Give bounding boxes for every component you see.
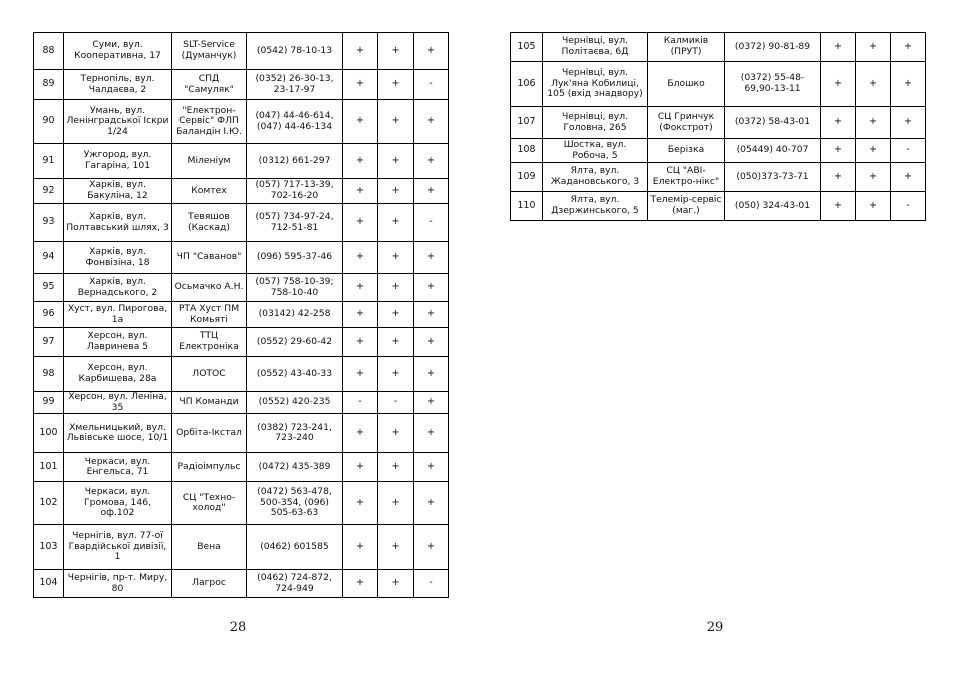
phone-cell: (050)373-73-71 (725, 163, 821, 192)
row-number: 103 (34, 525, 64, 570)
row-number: 106 (511, 62, 543, 107)
mark-cell: + (414, 100, 449, 144)
table-row (34, 179, 449, 204)
row-number: 102 (34, 482, 64, 525)
phone-cell: (0372) 90-81-89 (725, 33, 821, 62)
mark-cell: + (821, 139, 856, 163)
address-cell: Ужгород, вул. Гагаріна, 101 (64, 144, 172, 179)
address-cell: Харків, вул. Вернадського, 2 (64, 274, 172, 302)
mark-cell: + (414, 392, 449, 414)
mark-cell: + (414, 525, 449, 570)
mark-cell: - (378, 392, 414, 414)
mark-cell: + (343, 242, 378, 274)
address-cell: Чернівці, вул. Політаєва, 6Д (543, 33, 648, 62)
mark-cell: + (343, 453, 378, 482)
row-number: 91 (34, 144, 64, 179)
mark-cell: - (343, 392, 378, 414)
company-cell: ЧП "Саванов" (172, 242, 247, 274)
mark-cell: + (378, 302, 414, 328)
mark-cell: + (891, 33, 926, 62)
phone-cell: (0552) 420-235 (247, 392, 343, 414)
table-row (34, 274, 449, 302)
table-row (34, 100, 449, 144)
address-cell: Херсон, вул. Леніна, 35 (64, 392, 172, 414)
mark-cell: - (414, 204, 449, 242)
company-cell: Калмиків (ПРУТ) (648, 33, 725, 62)
row-number: 99 (34, 392, 64, 414)
company-cell: Лагрос (172, 570, 247, 598)
table-row (511, 33, 926, 62)
company-cell: ЛОТОС (172, 357, 247, 392)
phone-cell: (05449) 40-707 (725, 139, 821, 163)
row-number: 88 (34, 33, 64, 70)
mark-cell: + (343, 100, 378, 144)
address-cell: Херсон, вул. Лавринева 5 (64, 328, 172, 357)
table-row (34, 242, 449, 274)
mark-cell: + (378, 570, 414, 598)
phone-cell: (0552) 43-40-33 (247, 357, 343, 392)
address-cell: Хуст, вул. Пирогова, 1а (64, 302, 172, 328)
row-number: 92 (34, 179, 64, 204)
phone-cell: (0372) 55-48-69,90-13-11 (725, 62, 821, 107)
row-number: 110 (511, 192, 543, 221)
mark-cell: + (343, 204, 378, 242)
mark-cell: + (343, 357, 378, 392)
company-cell: ТТЦ Електроніка (172, 328, 247, 357)
phone-cell: (050) 324-43-01 (725, 192, 821, 221)
address-cell: Хмельницький, вул. Львівське шосе, 10/1 (64, 414, 172, 453)
company-cell: "Електрон-Сервіс" ФЛП Баландін І.Ю. (172, 100, 247, 144)
table-row (34, 482, 449, 525)
mark-cell: + (856, 163, 891, 192)
mark-cell: + (414, 144, 449, 179)
phone-cell: (057) 758-10-39; 758-10-40 (247, 274, 343, 302)
mark-cell: + (378, 274, 414, 302)
phone-cell: (0472) 563-478, 500-354, (096) 505-63-63 (247, 482, 343, 525)
phone-cell: (0542) 78-10-13 (247, 33, 343, 70)
right-page (510, 32, 925, 221)
company-cell: Радіоімпульс (172, 453, 247, 482)
address-cell: Ялта, вул. Жадановського, 3 (543, 163, 648, 192)
mark-cell: + (821, 107, 856, 139)
address-cell: Чернігів, пр-т. Миру, 80 (64, 570, 172, 598)
mark-cell: + (414, 453, 449, 482)
address-cell: Тернопіль, вул. Чалдаєва, 2 (64, 70, 172, 100)
address-cell: Харків, вул. Бакуліна, 12 (64, 179, 172, 204)
mark-cell: + (378, 357, 414, 392)
row-number: 95 (34, 274, 64, 302)
company-cell: СПД "Самуляк" (172, 70, 247, 100)
phone-cell: (0462) 724-872, 724-949 (247, 570, 343, 598)
company-cell: Орбіта-Ікстал (172, 414, 247, 453)
mark-cell: + (378, 525, 414, 570)
row-number: 93 (34, 204, 64, 242)
mark-cell: + (378, 70, 414, 100)
company-cell: РТА Хуст ПМ Комьяті (172, 302, 247, 328)
address-cell: Ялта, вул. Дзержинського, 5 (543, 192, 648, 221)
mark-cell: + (378, 33, 414, 70)
table-row (34, 570, 449, 598)
phone-cell: (057) 734-97-24, 712-51-81 (247, 204, 343, 242)
company-cell: Тевяшов (Каскад) (172, 204, 247, 242)
mark-cell: + (414, 242, 449, 274)
table-row (511, 62, 926, 107)
row-number: 109 (511, 163, 543, 192)
mark-cell: + (821, 163, 856, 192)
page-number-left: 28 (229, 620, 247, 635)
row-number: 96 (34, 302, 64, 328)
mark-cell: + (856, 192, 891, 221)
service-centers-table-left (33, 32, 449, 598)
mark-cell: + (414, 482, 449, 525)
company-cell: Блошко (648, 62, 725, 107)
mark-cell: + (378, 100, 414, 144)
company-cell: Міленіум (172, 144, 247, 179)
left-page (33, 32, 448, 598)
mark-cell: + (343, 328, 378, 357)
table-row (511, 192, 926, 221)
mark-cell: + (414, 179, 449, 204)
mark-cell: + (378, 144, 414, 179)
mark-cell: + (343, 482, 378, 525)
row-number: 104 (34, 570, 64, 598)
mark-cell: + (343, 525, 378, 570)
company-cell: СЦ "Техно-холод" (172, 482, 247, 525)
mark-cell: + (343, 70, 378, 100)
company-cell: Берізка (648, 139, 725, 163)
mark-cell: + (378, 204, 414, 242)
address-cell: Чернігів, вул. 77-ої Гвардійської дивізії, 1 (64, 525, 172, 570)
mark-cell: + (378, 482, 414, 525)
table-row (34, 357, 449, 392)
phone-cell: (0552) 29-60-42 (247, 328, 343, 357)
mark-cell: + (414, 274, 449, 302)
address-cell: Херсон, вул. Карбишева, 28а (64, 357, 172, 392)
address-cell: Шостка, вул. Робоча, 5 (543, 139, 648, 163)
row-number: 105 (511, 33, 543, 62)
address-cell: Харків, вул. Фонвізіна, 18 (64, 242, 172, 274)
company-cell: Вена (172, 525, 247, 570)
table-row (34, 33, 449, 70)
address-cell: Умань, вул. Ленінградської Іскри 1/24 (64, 100, 172, 144)
row-number: 100 (34, 414, 64, 453)
mark-cell: - (414, 570, 449, 598)
mark-cell: + (343, 414, 378, 453)
row-number: 90 (34, 100, 64, 144)
mark-cell: + (343, 144, 378, 179)
table-row (34, 144, 449, 179)
mark-cell: + (891, 107, 926, 139)
mark-cell: + (891, 163, 926, 192)
company-cell: ЧП Команди (172, 392, 247, 414)
phone-cell: (057) 717-13-39, 702-16-20 (247, 179, 343, 204)
mark-cell: + (378, 179, 414, 204)
mark-cell: + (856, 107, 891, 139)
table-row (511, 107, 926, 139)
phone-cell: (047) 44-46-614,(047) 44-46-134 (247, 100, 343, 144)
mark-cell: + (414, 302, 449, 328)
company-cell: СЦ "АВІ-Електро-нікс" (648, 163, 725, 192)
phone-cell: (0372) 58-43-01 (725, 107, 821, 139)
mark-cell: + (414, 328, 449, 357)
row-number: 89 (34, 70, 64, 100)
phone-cell: (0312) 661-297 (247, 144, 343, 179)
company-cell: SLT-Service (Думанчук) (172, 33, 247, 70)
mark-cell: - (414, 70, 449, 100)
phone-cell: (0352) 26-30-13, 23-17-97 (247, 70, 343, 100)
mark-cell: + (343, 179, 378, 204)
row-number: 108 (511, 139, 543, 163)
table-row (511, 139, 926, 163)
phone-cell: (096) 595-37-46 (247, 242, 343, 274)
table-row (34, 70, 449, 100)
mark-cell: + (891, 62, 926, 107)
row-number: 97 (34, 328, 64, 357)
mark-cell: + (856, 139, 891, 163)
mark-cell: + (343, 33, 378, 70)
table-row (34, 453, 449, 482)
table-row (34, 392, 449, 414)
company-cell: Комтех (172, 179, 247, 204)
mark-cell: + (343, 274, 378, 302)
mark-cell: + (378, 328, 414, 357)
mark-cell: + (343, 570, 378, 598)
company-cell: Телемір-сервіс (маг.) (648, 192, 725, 221)
mark-cell: - (891, 139, 926, 163)
row-number: 107 (511, 107, 543, 139)
row-number: 98 (34, 357, 64, 392)
mark-cell: + (414, 414, 449, 453)
mark-cell: + (343, 302, 378, 328)
mark-cell: + (821, 62, 856, 107)
phone-cell: (0472) 435-389 (247, 453, 343, 482)
phone-cell: (03142) 42-258 (247, 302, 343, 328)
address-cell: Черкаси, вул. Енгельса, 71 (64, 453, 172, 482)
phone-cell: (0462) 601585 (247, 525, 343, 570)
phone-cell: (0382) 723-241, 723-240 (247, 414, 343, 453)
service-centers-table-right (510, 32, 926, 221)
mark-cell: + (378, 242, 414, 274)
address-cell: Чернівці, вул. Лук'яна Кобилиці, 105 (вхід знадвору) (543, 62, 648, 107)
address-cell: Суми, вул. Кооперативна, 17 (64, 33, 172, 70)
address-cell: Черкаси, вул. Громова, 146, оф.102 (64, 482, 172, 525)
mark-cell: + (414, 357, 449, 392)
address-cell: Харків, вул. Полтавський шлях, 3 (64, 204, 172, 242)
mark-cell: + (856, 33, 891, 62)
page-number-right: 29 (706, 620, 724, 635)
table-row (34, 328, 449, 357)
address-cell: Чернівці, вул. Головна, 265 (543, 107, 648, 139)
mark-cell: + (378, 453, 414, 482)
table-row (34, 302, 449, 328)
row-number: 94 (34, 242, 64, 274)
table-row (511, 163, 926, 192)
mark-cell: + (821, 33, 856, 62)
mark-cell: - (891, 192, 926, 221)
company-cell: СЦ Гринчук (Фокстрот) (648, 107, 725, 139)
row-number: 101 (34, 453, 64, 482)
mark-cell: + (856, 62, 891, 107)
mark-cell: + (378, 414, 414, 453)
table-row (34, 204, 449, 242)
mark-cell: + (821, 192, 856, 221)
table-row (34, 414, 449, 453)
company-cell: Осьмачко А.Н. (172, 274, 247, 302)
mark-cell: + (414, 33, 449, 70)
table-row (34, 525, 449, 570)
